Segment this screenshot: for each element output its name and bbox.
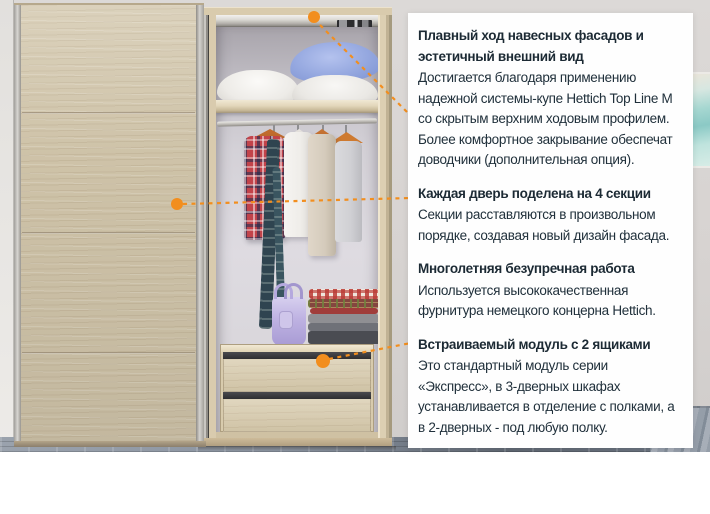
sliding-door-closed bbox=[14, 3, 204, 441]
feature-panel bbox=[408, 13, 693, 448]
door-section-seam bbox=[22, 352, 195, 354]
basket-handle bbox=[284, 283, 303, 299]
floor-shadow bbox=[198, 446, 396, 451]
door-bottom-edge bbox=[14, 441, 206, 447]
top-shelf bbox=[216, 100, 378, 113]
drawer-front-2 bbox=[223, 399, 371, 432]
feature-block-sliding-system bbox=[418, 26, 684, 171]
door-section-seam bbox=[22, 232, 195, 234]
door-section-seam bbox=[22, 112, 195, 114]
drawer-module bbox=[220, 344, 374, 432]
feature-body: Это стандартный модуль серии «Экспресс», в 3-дверных шкафах устанавливается в отделение с полками, а в 2-дверных - под любую полку. bbox=[418, 358, 675, 435]
module-top bbox=[221, 345, 373, 352]
feature-heading: Плавный ход навесных фасадов и эстетичный внешний вид bbox=[418, 28, 644, 64]
folded-clothes-stack bbox=[308, 289, 378, 344]
feature-block-door-sections bbox=[418, 184, 684, 247]
beige-coat bbox=[308, 134, 336, 256]
cabinet-frame-left bbox=[202, 15, 216, 440]
cabinet-plinth bbox=[202, 438, 392, 446]
drawer-handle-strip bbox=[223, 352, 371, 359]
storage-basket bbox=[272, 297, 306, 346]
feature-body: Секции расставляются в произвольном порядке, создавая новый дизайн фасада. bbox=[418, 207, 670, 243]
drawer-handle-strip bbox=[223, 392, 371, 399]
cabinet-frame-right bbox=[378, 15, 392, 440]
room-wall-corner bbox=[0, 0, 14, 452]
feature-heading: Многолетняя безупречная работа bbox=[418, 261, 635, 276]
feature-block-drawer-module bbox=[418, 335, 684, 439]
feature-body: Достигается благодаря применению надежной системы-купе Hettich Top Line M со скрытым верхним ходовым профилем. Более комфортное закрывание обеспечат доводчики (дополнительная опция). bbox=[418, 70, 673, 167]
wall-picture bbox=[691, 72, 710, 168]
feature-heading: Встраиваемый модуль с 2 ящиками bbox=[418, 336, 651, 352]
drawer-front-1 bbox=[223, 359, 371, 392]
feature-body: Используется высококачественная фурнитура немецкого концерна Hettich. bbox=[418, 282, 656, 318]
basket-flap bbox=[279, 311, 293, 329]
grey-shirt bbox=[335, 141, 362, 242]
feature-heading: Каждая дверь поделена на 4 секции bbox=[418, 185, 651, 201]
cabinet-interior bbox=[216, 27, 378, 438]
feature-block-durability bbox=[418, 259, 684, 322]
